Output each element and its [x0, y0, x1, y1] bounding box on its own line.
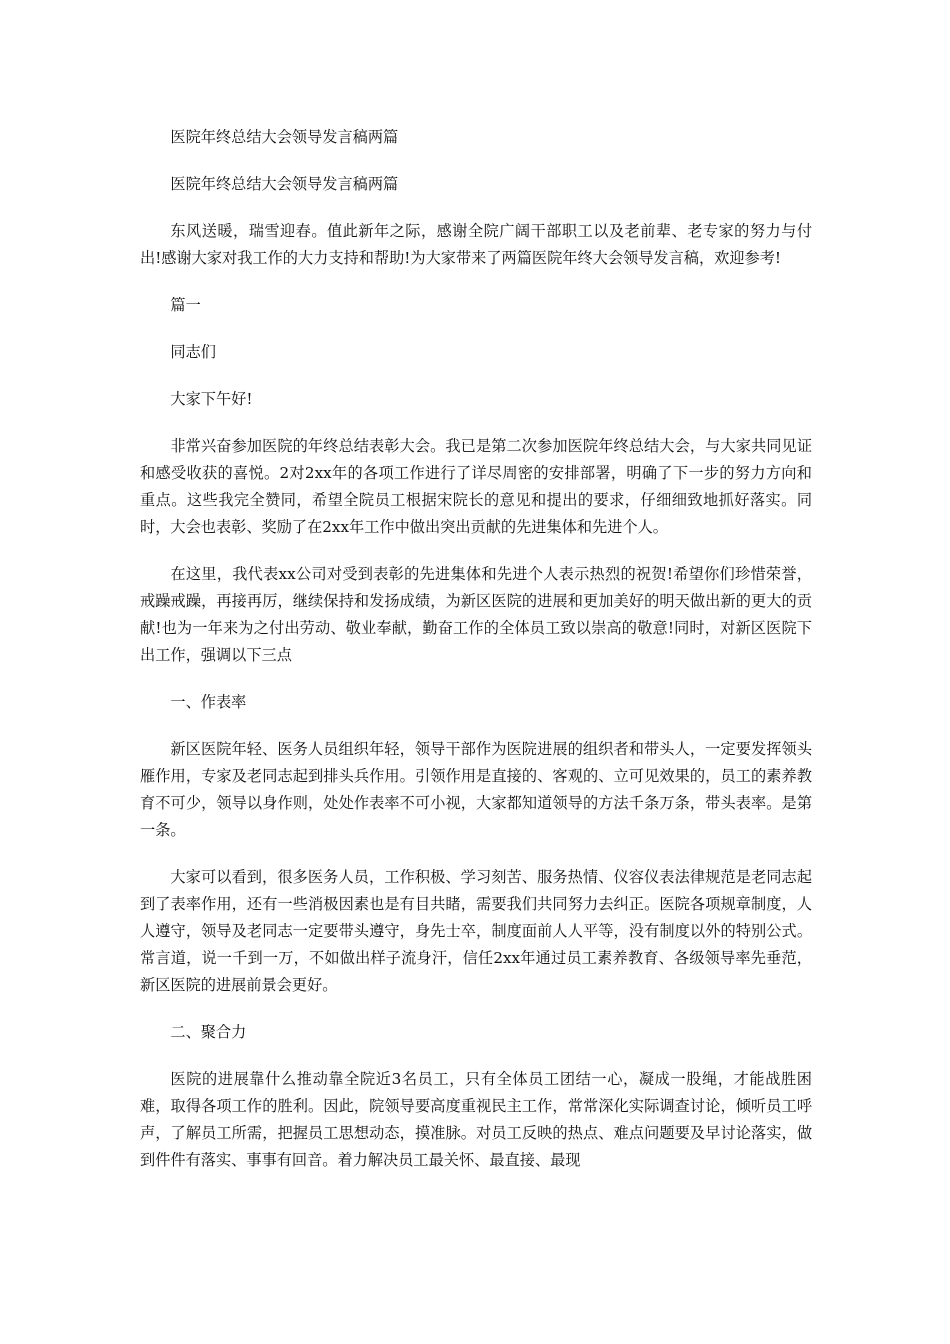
body-paragraph: 新区医院年轻、医务人员组织年轻，领导干部作为医院进展的组织者和带头人，一定要发挥领头雁作用，专家及老同志起到排头兵作用。引领作用是直接的、客观的、立可见效果的，员工的素养教育不可少，领导以身作则，处处作表率不可小视，大家都知道领导的方法千条万条，带头表率。是第一条。: [140, 740, 812, 839]
document-body: [140, 124, 812, 1194]
body-paragraph: 在这里，我代表xx公司对受到表彰的先进集体和先进个人表示热烈的祝贺!希望你们珍惜荣誉，戒躁戒躁，再接再厉，继续保持和发扬成绩，为新区医院的进展和更加美好的明天做出新的更大的贡献!也为一年来为之付出劳动、敬业奉献，勤奋工作的全体员工致以崇高的敬意!同时，对新区医院下出工作，强调以下三点: [140, 565, 812, 664]
body-paragraph: 医院的进展靠什么推动靠全院近3名员工，只有全体员工团结一心，凝成一股绳，才能战胜困难，取得各项工作的胜利。因此，院领导要高度重视民主工作，常常深化实际调查讨论，倾听员工呼声，了解员工所需，把握员工思想动态，摸准脉。对员工反映的热点、难点问题要及早讨论落实，做到件件有落实、事事有回音。着力解决员工最关怀、最直接、最现: [140, 1070, 812, 1169]
greeting: 大家下午好!: [170, 390, 253, 408]
body-paragraph: 非常兴奋参加医院的年终总结表彰大会。我已是第二次参加医院年终总结大会，与大家共同见证和感受收获的喜悦。2对2xx年的各项工作进行了详尽周密的安排部署，明确了下一步的努力方向和重点。这些我完全赞同，希望全院员工根据宋院长的意见和提出的要求，仔细细致地抓好落实。同时，大会也表彰、奖励了在2xx年工作中做出突出贡献的先进集体和先进个人。: [140, 437, 812, 536]
part-one-heading: 篇一: [170, 296, 201, 314]
intro-paragraph: 东风送暖，瑞雪迎春。值此新年之际，感谢全院广阔干部职工以及老前辈、老专家的努力与付出!感谢大家对我工作的大力支持和帮助!为大家带来了两篇医院年终大会领导发言稿，欢迎参考!: [140, 222, 812, 267]
section-heading-cohesion: 二、聚合力: [170, 1023, 247, 1041]
salutation: 同志们: [170, 343, 216, 361]
section-heading-lead-by-example: 一、作表率: [170, 693, 247, 711]
body-paragraph: 大家可以看到，很多医务人员，工作积极、学习刻苦、服务热情、仪容仪表法律规范是老同志起到了表率作用，还有一些消极因素也是有目共睹，需要我们共同努力去纠正。医院各项规章制度，人人遵守，领导及老同志一定要带头遵守，身先士卒，制度面前人人平等，没有制度以外的特别公式。常言道，说一千到一万，不如做出样子流身汗，信任2xx年通过员工素养教育、各级领导率先垂范，新区医院的进展前景会更好。: [140, 868, 812, 994]
document-subtitle: 医院年终总结大会领导发言稿两篇: [170, 175, 399, 193]
document-title: 医院年终总结大会领导发言稿两篇: [170, 128, 399, 146]
